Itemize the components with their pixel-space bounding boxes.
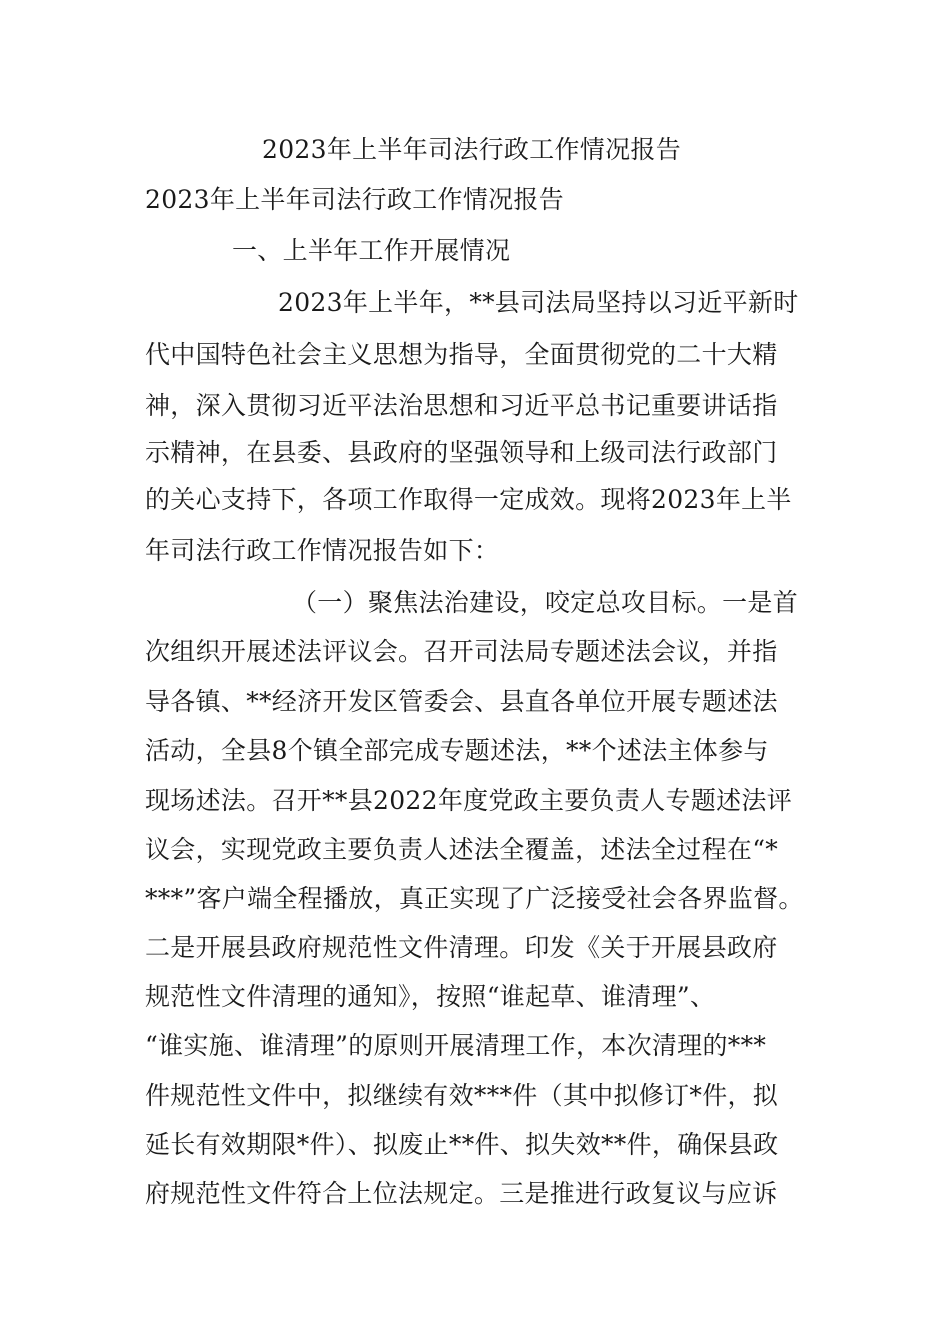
paragraph-1-line: 示精神，在县委、县政府的坚强领导和上级司法行政部门 [145,438,778,467]
paragraph-2-line: 规范性文件清理的通知》，按照“谁起草、谁清理”、 [145,982,716,1011]
paragraph-2-line: 府规范性文件符合上位法规定。三是推进行政复议与应诉 [145,1179,778,1208]
paragraph-2-line: 议会，实现党政主要负责人述法全覆盖，述法全过程在“* [145,835,779,864]
paragraph-2-line: 件规范性文件中，拟继续有效***件（其中拟修订*件，拟 [145,1081,779,1110]
paragraph-2-line: 二是开展县政府规范性文件清理。印发《关于开展县政府 [145,933,778,962]
paragraph-1-line: 代中国特色社会主义思想为指导，全面贯彻党的二十大精 [145,340,778,369]
paragraph-1-line: 2023年上半年，**县司法局坚持以习近平新时 [278,288,799,317]
paragraph-1-line: 神，深入贯彻习近平法治思想和习近平总书记重要讲话指 [145,391,778,420]
paragraph-2-line: “谁实施、谁清理”的原则开展清理工作，本次清理的*** [145,1031,767,1060]
paragraph-2-line: 现场述法。召开**县2022年度党政主要负责人专题述法评 [145,786,793,815]
paragraph-2-line: ***”客户端全程播放，真正实现了广泛接受社会各界监督。 [145,884,804,913]
paragraph-1-line: 年司法行政工作情况报告如下： [145,536,500,565]
paragraph-1-line: 的关心支持下，各项工作取得一定成效。现将2023年上半 [145,485,792,514]
paragraph-2-line: 活动，全县8个镇全部完成专题述法，**个述法主体参与 [145,736,769,765]
paragraph-2-line: 导各镇、**经济开发区管委会、县直各单位开展专题述法 [145,687,778,716]
document-title: 2023年上半年司法行政工作情况报告 [262,135,682,164]
paragraph-2-line: 次组织开展述法评议会。召开司法局专题述法会议，并指 [145,637,778,666]
paragraph-2-line: 延长有效期限*件）、拟废止**件、拟失效**件，确保县政 [145,1130,779,1159]
section-heading: 一、上半年工作开展情况 [232,236,511,265]
document-subtitle: 2023年上半年司法行政工作情况报告 [145,185,565,214]
paragraph-2-line: （一）聚焦法治建设，咬定总攻目标。一是首 [292,588,799,617]
